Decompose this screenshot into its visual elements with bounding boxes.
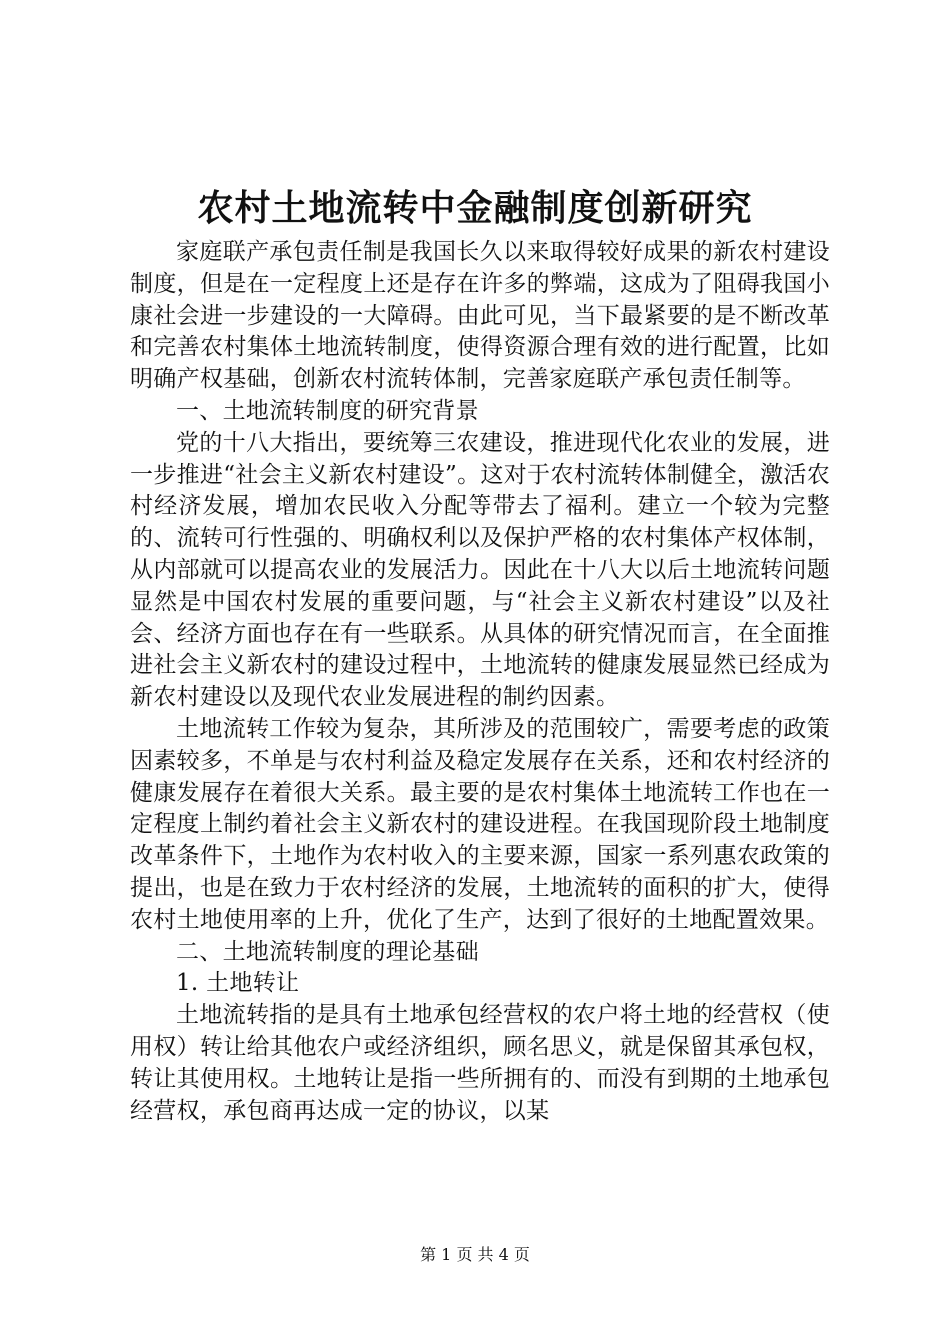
document-body <box>130 237 830 1127</box>
document-title: 农村土地流转中金融制度创新研究 <box>197 187 753 229</box>
paragraph-background-1: 党的十八大指出，要统筹三农建设，推进现代化农业的发展，进一步推进“社会主义新农村建设”。这对于农村流转体制健全，激活农村经济发展，增加农民收入分配等带去了福利。建立一个较为完整的、流转可行性强的、明确权利以及保护严格的农村集体产权体制，从内部就可以提高农业的发展活力。因此在十八大以后土地流转问题显然是中国农村发展的重要问题，与“社会主义新农村建设”以及社会、经济方面也存在有一些联系。从具体的研究情况而言，在全面推进社会主义新农村的建设过程中，土地流转的健康发展显然已经成为新农村建设以及现代农业发展进程的制约因素。 <box>130 429 830 711</box>
section-heading-theory: 二、土地流转制度的理论基础 <box>176 938 479 965</box>
paragraph-intro: 家庭联产承包责任制是我国长久以来取得较好成果的新农村建设制度，但是在一定程度上还是存在许多的弊端，这成为了阻碍我国小康社会进一步建设的一大障碍。由此可见，当下最紧要的是不断改革和完善农村集体土地流转制度，使得资源合理有效的进行配置，比如明确产权基础，创新农村流转体制，完善家庭联产承包责任制等。 <box>130 239 830 393</box>
page-number-footer: 第 1 页 共 4 页 <box>420 1245 530 1264</box>
section-heading-background: 一、土地流转制度的研究背景 <box>176 397 479 424</box>
paragraph-background-2: 土地流转工作较为复杂，其所涉及的范围较广，需要考虑的政策因素较多，不单是与农村利益及稳定发展存在关系，还和农村经济的健康发展存在着很大关系。最主要的是农村集体土地流转工作也在一定程度上制约着社会主义新农村的建设进程。在我国现阶段土地制度改革条件下，土地作为农村收入的主要来源，国家一系列惠农政策的提出，也是在致力于农村经济的发展，土地流转的面积的扩大，使得农村土地使用率的上升，优化了生产，达到了很好的土地配置效果。 <box>130 715 830 933</box>
paragraph-transfer: 土地流转指的是具有土地承包经营权的农户将土地的经营权（使用权）转让给其他农户或经济组织，顾名思义，就是保留其承包权，转让其使用权。土地转让是指一些所拥有的、而没有到期的土地承包经营权，承包商再达成一定的协议，以某 <box>130 1002 830 1124</box>
subsection-heading-transfer: 1. 土地转让 <box>176 970 300 997</box>
